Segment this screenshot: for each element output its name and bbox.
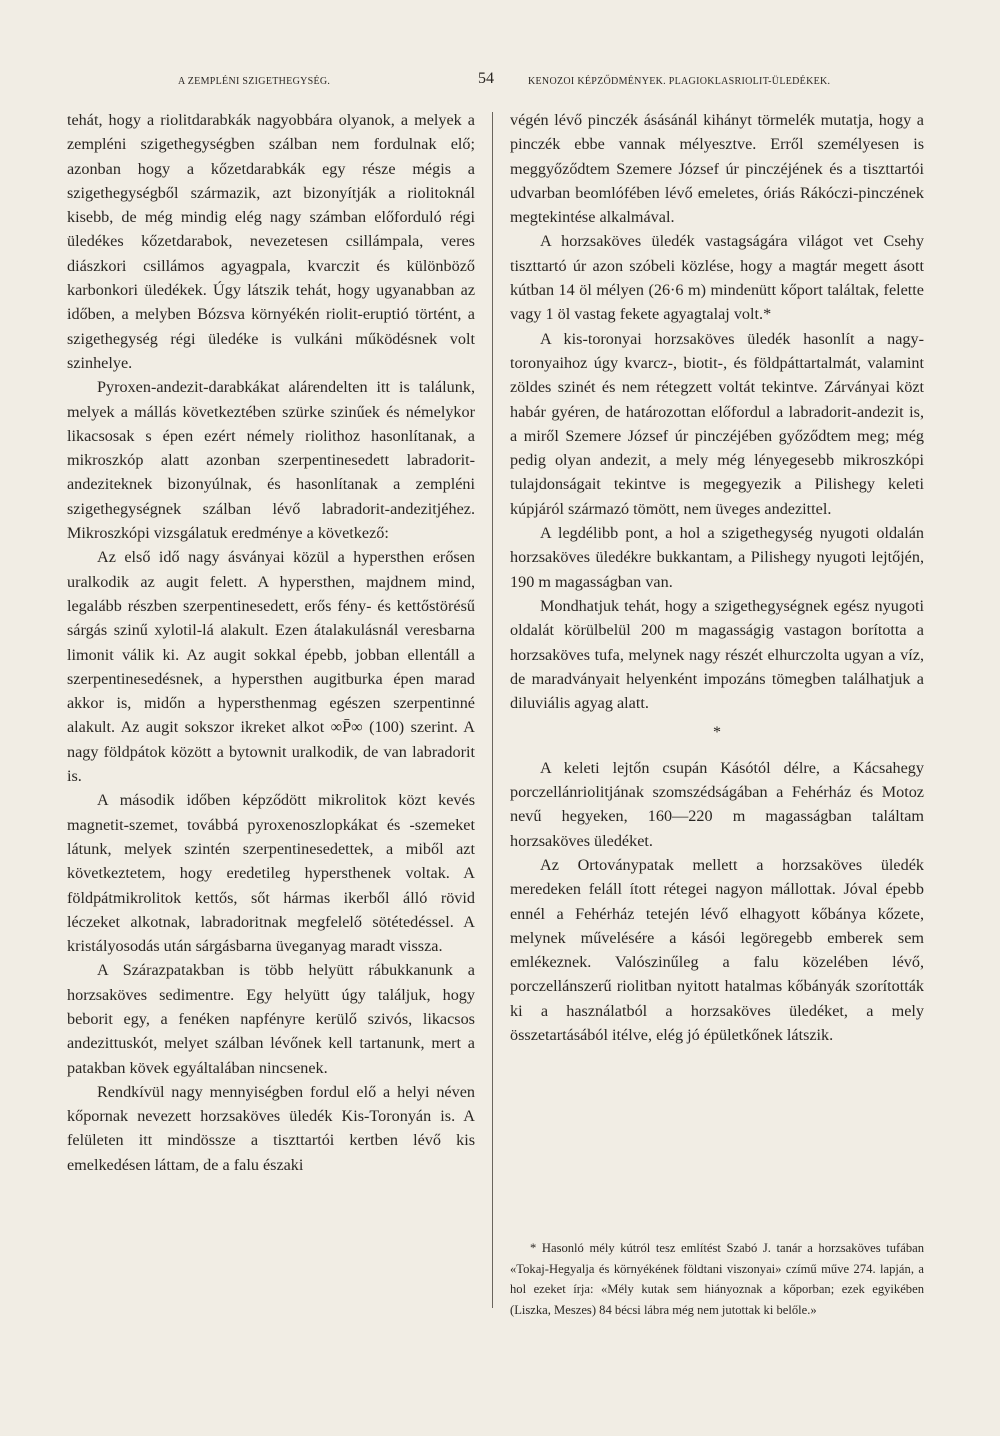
paragraph: Rendkívül nagy mennyiségben fordul elő a helyi néven kőpornak nevezett horzsaköves üledék Kis-Toronyán is. A felületen itt mindössze a tiszttartói kertben lévő kis emelkedésen láttam, de a falu északi [67, 1082, 475, 1174]
footnote [510, 1238, 924, 1320]
paragraph: Az első idő nagy ásványai közül a hypersthen erősen uralkodik az augit felett. A hypersthen, majdnem mind, legalább részben szerpentinesedett, erős fény- és kettőstörésű sárgás szinű xylotil-lá alakult. Ezen átalakulásnál veresbarna limonit válik ki. Az augit sokkal épebb, jobban ellentáll a szerpentinesedésnek, a hypersthen augitburka épen marad akkor is, midőn a hypersthenmag egészen szerpentinné alakult. Az augit sokszor ikreket alkot ∞P̄∞ (100) szerint. A nagy földpátok között a bytownit uralkodik, de van labradorit is. [67, 548, 475, 786]
paragraph: A Szárazpatakban is több helyütt rábukkanunk a horzsaköves sedimentre. Egy helyütt úgy találjuk, hogy beborit egy, a fenéken napfényre kerülő szivós, likacsos andezittuskót, melyet szálban lévőnek kell tartanunk, mert a patakban kövek egyáltalában nincsenek. [67, 961, 475, 1077]
page-number: 54 [478, 70, 494, 87]
paragraph: Az Ortoványpatak mellett a horzsaköves üledék meredeken feláll ított rétegei nagyon mállottak. Jóval épebb ennél a Fehérház tetején lévő elhagyott kőbánya kőzete, melynek művelésére a kásói legöregebb emberek sem emlékeznek. Valószinűleg a falu közelében lévő, porczellánszerű riolitban nyitott hatalmas kőbányák szorították ki a használatból a horzsaköves üledéket, a mely összetartásából itélve, elég jó épületkőnek látszik. [510, 855, 924, 1044]
footnote-text: * Hasonló mély kútról tesz említést Szabó J. tanár a horzsaköves tufában «Tokaj-Hegyalja és környékének földtani viszonyai» czímű műve 274. lapján, a hol ezeket írja: «Mély kutak sem hiányoznak a kőporban; ezek egyikében (Liszka, Meszes) 84 bécsi lábra még nem jutottak ki belőle.» [510, 1241, 924, 1317]
paragraph: tehát, hogy a riolitdarabkák nagyobbára olyanok, a melyek a zempléni szigethegységben szálban nem fordulnak elő; azonban hogy a kőzetdarabkák egy része mégis a szigethegységből származik, azt bizonyítják a riolitoknál kisebb, de még mindig elég nagy számban előforduló régi üledékes kőzetdarabok, nevezetesen csillámpala, veres diászkori csillámos agyagpala, kvarczit és különböző karbonkori üledékek. Úgy látszik tehát, hogy ugyanabban az időben, a melyben Bózsva környékén riolit-eruptió történt, a szigethegység régi üledéke is vulkáni működésnek volt szinhelye. [67, 111, 475, 372]
paragraph: A keleti lejtőn csupán Kásótól délre, a Kácsahegy porczellánriolitjának szomszédságában a Fehérház és Motoz nevű hegyeken, 160—220 m magasságban találtam horzsaköves üledéket. [510, 758, 924, 850]
paragraph: végén lévő pinczék ásásánál kihányt törmelék mutatja, hogy a pinczék ebbe vannak mélyesztve. Erről személyesen is meggyőződtem Szemere József úr pinczéjének és a tiszttartói udvarban beomlófében lévő emeletes, óriás Rákóczi-pinczének megtekintése alkalmával. [510, 111, 924, 227]
left-column [67, 108, 475, 1177]
paragraph: A kis-toronyai horzsaköves üledék hasonlít a nagy-toronyaihoz úgy kvarcz-, biotit-, és földpáttartalmát, valamint zöldes szinét és nem rétegzett voltát tekintve. Zárványai közt habár gyéren, de határozottan előfordul a labradorit-andezit is, a miről Szemere József úr pinczéjében győződtem meg; még pedig olyan andezit, a mely még lényegesebb mikroszkópi tulajdonságait tekintve is megegyezik a Pilishegy keleti kúpjáról származó tömött, nem üveges andezittel. [510, 329, 924, 518]
paragraph: Mondhatjuk tehát, hogy a szigethegységnek egész nyugoti oldalát körülbelül 200 m magasságig vastagon borította a horzsaköves tufa, melynek nagy részét elhurczolta ugyan a víz, de maradványait helyenként impozáns tömegben találhatjuk a diluviális agyag alatt. [510, 596, 924, 713]
paragraph: Pyroxen-andezit-darabkákat alárendelten itt is találunk, melyek a mállás következtében szürke szinűek és némelykor likacsosak s épen ezért némely riolithoz hasonlítanak, a mikroszkóp alatt azonban szerpentinesedett labradorit-andeziteknek bizonyúlnak, és hasonlítanak a zempléni szigethegységnek szálban lévő labradorit-andezitjéhez. Mikroszkópi vizsgálatuk eredménye a következő: [67, 378, 475, 543]
section-separator-star: * [713, 724, 721, 742]
header-left-title: A ZEMPLÉNI SZIGETHEGYSÉG. [178, 76, 331, 87]
header-right-title: KENOZOI KÉPZŐDMÉNYEK. PLAGIOKLASRIOLIT-ÜLEDÉKEK. [528, 76, 831, 87]
paragraph: A legdélibb pont, a hol a szigethegység nyugoti oldalán horzsaköves üledékre bukkantam, a Pilishegy nyugoti lejtőjén, 190 m magasságban van. [510, 524, 924, 591]
running-header [0, 72, 1000, 92]
paragraph: A második időben képződött mikrolitok közt kevés magnetit-szemet, továbbá pyroxenoszlopkákat és -szemeket látunk, melyek szintén szerpentinesedettek, a miből azt következtetem, hogy eredetileg hypersthenek voltak. A földpátmikrolitok kettős, sőt hármas ikerből álló rövid léczeket alkotnak, labradoritnak megfelelő sötétedéssel. A kristályosodás után sárgásbarna üveganyag maradt vissza. [67, 791, 475, 956]
paragraph: A horzsaköves üledék vastagságára világot vet Csehy tiszttartó úr azon szóbeli közlése, hogy a magtár megett ásott kútban 14 öl mélyen (26·6 m) mindenütt kőport találtak, felette vagy 1 öl vastag fekete agyagtalaj volt.* [510, 232, 924, 324]
column-divider [492, 112, 493, 1308]
right-column [510, 108, 924, 1047]
